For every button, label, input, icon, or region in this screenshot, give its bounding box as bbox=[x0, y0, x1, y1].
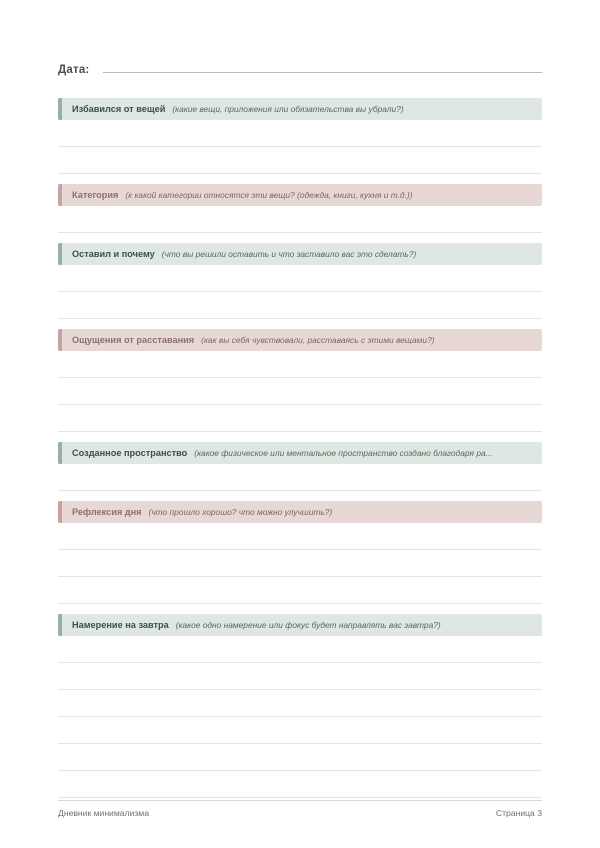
section-hint: (какое одно намерение или фокус будет направлять вас завтра?) bbox=[175, 620, 441, 630]
section-gap bbox=[58, 491, 542, 501]
section-gap bbox=[58, 233, 542, 243]
section-title: Созданное пространство bbox=[72, 448, 188, 458]
writing-line[interactable] bbox=[58, 351, 542, 378]
section-writing-lines bbox=[58, 206, 542, 233]
writing-line[interactable] bbox=[58, 577, 542, 604]
section-header-bar bbox=[58, 501, 542, 523]
section-title: Избавился от вещей bbox=[72, 104, 166, 114]
section-title: Рефлексия дня bbox=[72, 507, 142, 517]
sections-container bbox=[58, 98, 542, 808]
section-writing-lines bbox=[58, 265, 542, 319]
section-writing-lines bbox=[58, 523, 542, 604]
section-header-bar bbox=[58, 243, 542, 265]
writing-line[interactable] bbox=[58, 292, 542, 319]
writing-line[interactable] bbox=[58, 405, 542, 432]
writing-line[interactable] bbox=[58, 120, 542, 147]
section-gap bbox=[58, 174, 542, 184]
section-gap bbox=[58, 432, 542, 442]
writing-line[interactable] bbox=[58, 523, 542, 550]
section-writing-lines bbox=[58, 464, 542, 491]
writing-line[interactable] bbox=[58, 550, 542, 577]
writing-line[interactable] bbox=[58, 464, 542, 491]
section-writing-lines bbox=[58, 351, 542, 432]
journal-section bbox=[58, 184, 542, 243]
section-header-bar bbox=[58, 184, 542, 206]
writing-line[interactable] bbox=[58, 663, 542, 690]
date-label: Дата: bbox=[58, 64, 90, 76]
writing-line[interactable] bbox=[58, 744, 542, 771]
journal-section bbox=[58, 614, 542, 808]
section-header-bar bbox=[58, 442, 542, 464]
journal-section bbox=[58, 243, 542, 329]
section-title: Ощущения от расставания bbox=[72, 335, 195, 345]
writing-line[interactable] bbox=[58, 717, 542, 744]
section-header-bar bbox=[58, 329, 542, 351]
date-input-line[interactable] bbox=[103, 62, 542, 73]
section-header-bar bbox=[58, 98, 542, 120]
writing-line[interactable] bbox=[58, 771, 542, 798]
journal-section bbox=[58, 442, 542, 501]
section-gap bbox=[58, 319, 542, 329]
date-row bbox=[58, 62, 542, 76]
section-hint: (как вы себя чувствовали, расставаясь с этими вещами?) bbox=[201, 335, 435, 345]
footer-page-number: Страница 3 bbox=[495, 808, 542, 818]
section-header-bar bbox=[58, 614, 542, 636]
section-hint: (что вы решили оставить и что заставило вас это сделать?) bbox=[161, 249, 417, 259]
writing-line[interactable] bbox=[58, 265, 542, 292]
section-hint: (какие вещи, приложения или обязательства вы убрали?) bbox=[172, 104, 404, 114]
footer-left-text: Дневник минимализма bbox=[58, 808, 149, 818]
page-footer bbox=[58, 800, 542, 818]
section-hint: (что прошло хорошо? что можно улучшить?) bbox=[148, 507, 333, 517]
section-hint: (какое физическое или ментальное пространство создано благодаря ра... bbox=[194, 448, 493, 458]
writing-line[interactable] bbox=[58, 690, 542, 717]
section-gap bbox=[58, 604, 542, 614]
journal-section bbox=[58, 501, 542, 614]
journal-section bbox=[58, 329, 542, 442]
section-title: Намерение на завтра bbox=[72, 620, 169, 630]
section-writing-lines bbox=[58, 636, 542, 798]
section-title: Категория bbox=[72, 190, 119, 200]
journal-section bbox=[58, 98, 542, 184]
section-writing-lines bbox=[58, 120, 542, 174]
writing-line[interactable] bbox=[58, 206, 542, 233]
writing-line[interactable] bbox=[58, 378, 542, 405]
section-title: Оставил и почему bbox=[72, 249, 155, 259]
writing-line[interactable] bbox=[58, 147, 542, 174]
writing-line[interactable] bbox=[58, 636, 542, 663]
section-hint: (к какой категории относятся эти вещи? (одежда, книги, кухня и т.д.)) bbox=[125, 190, 413, 200]
